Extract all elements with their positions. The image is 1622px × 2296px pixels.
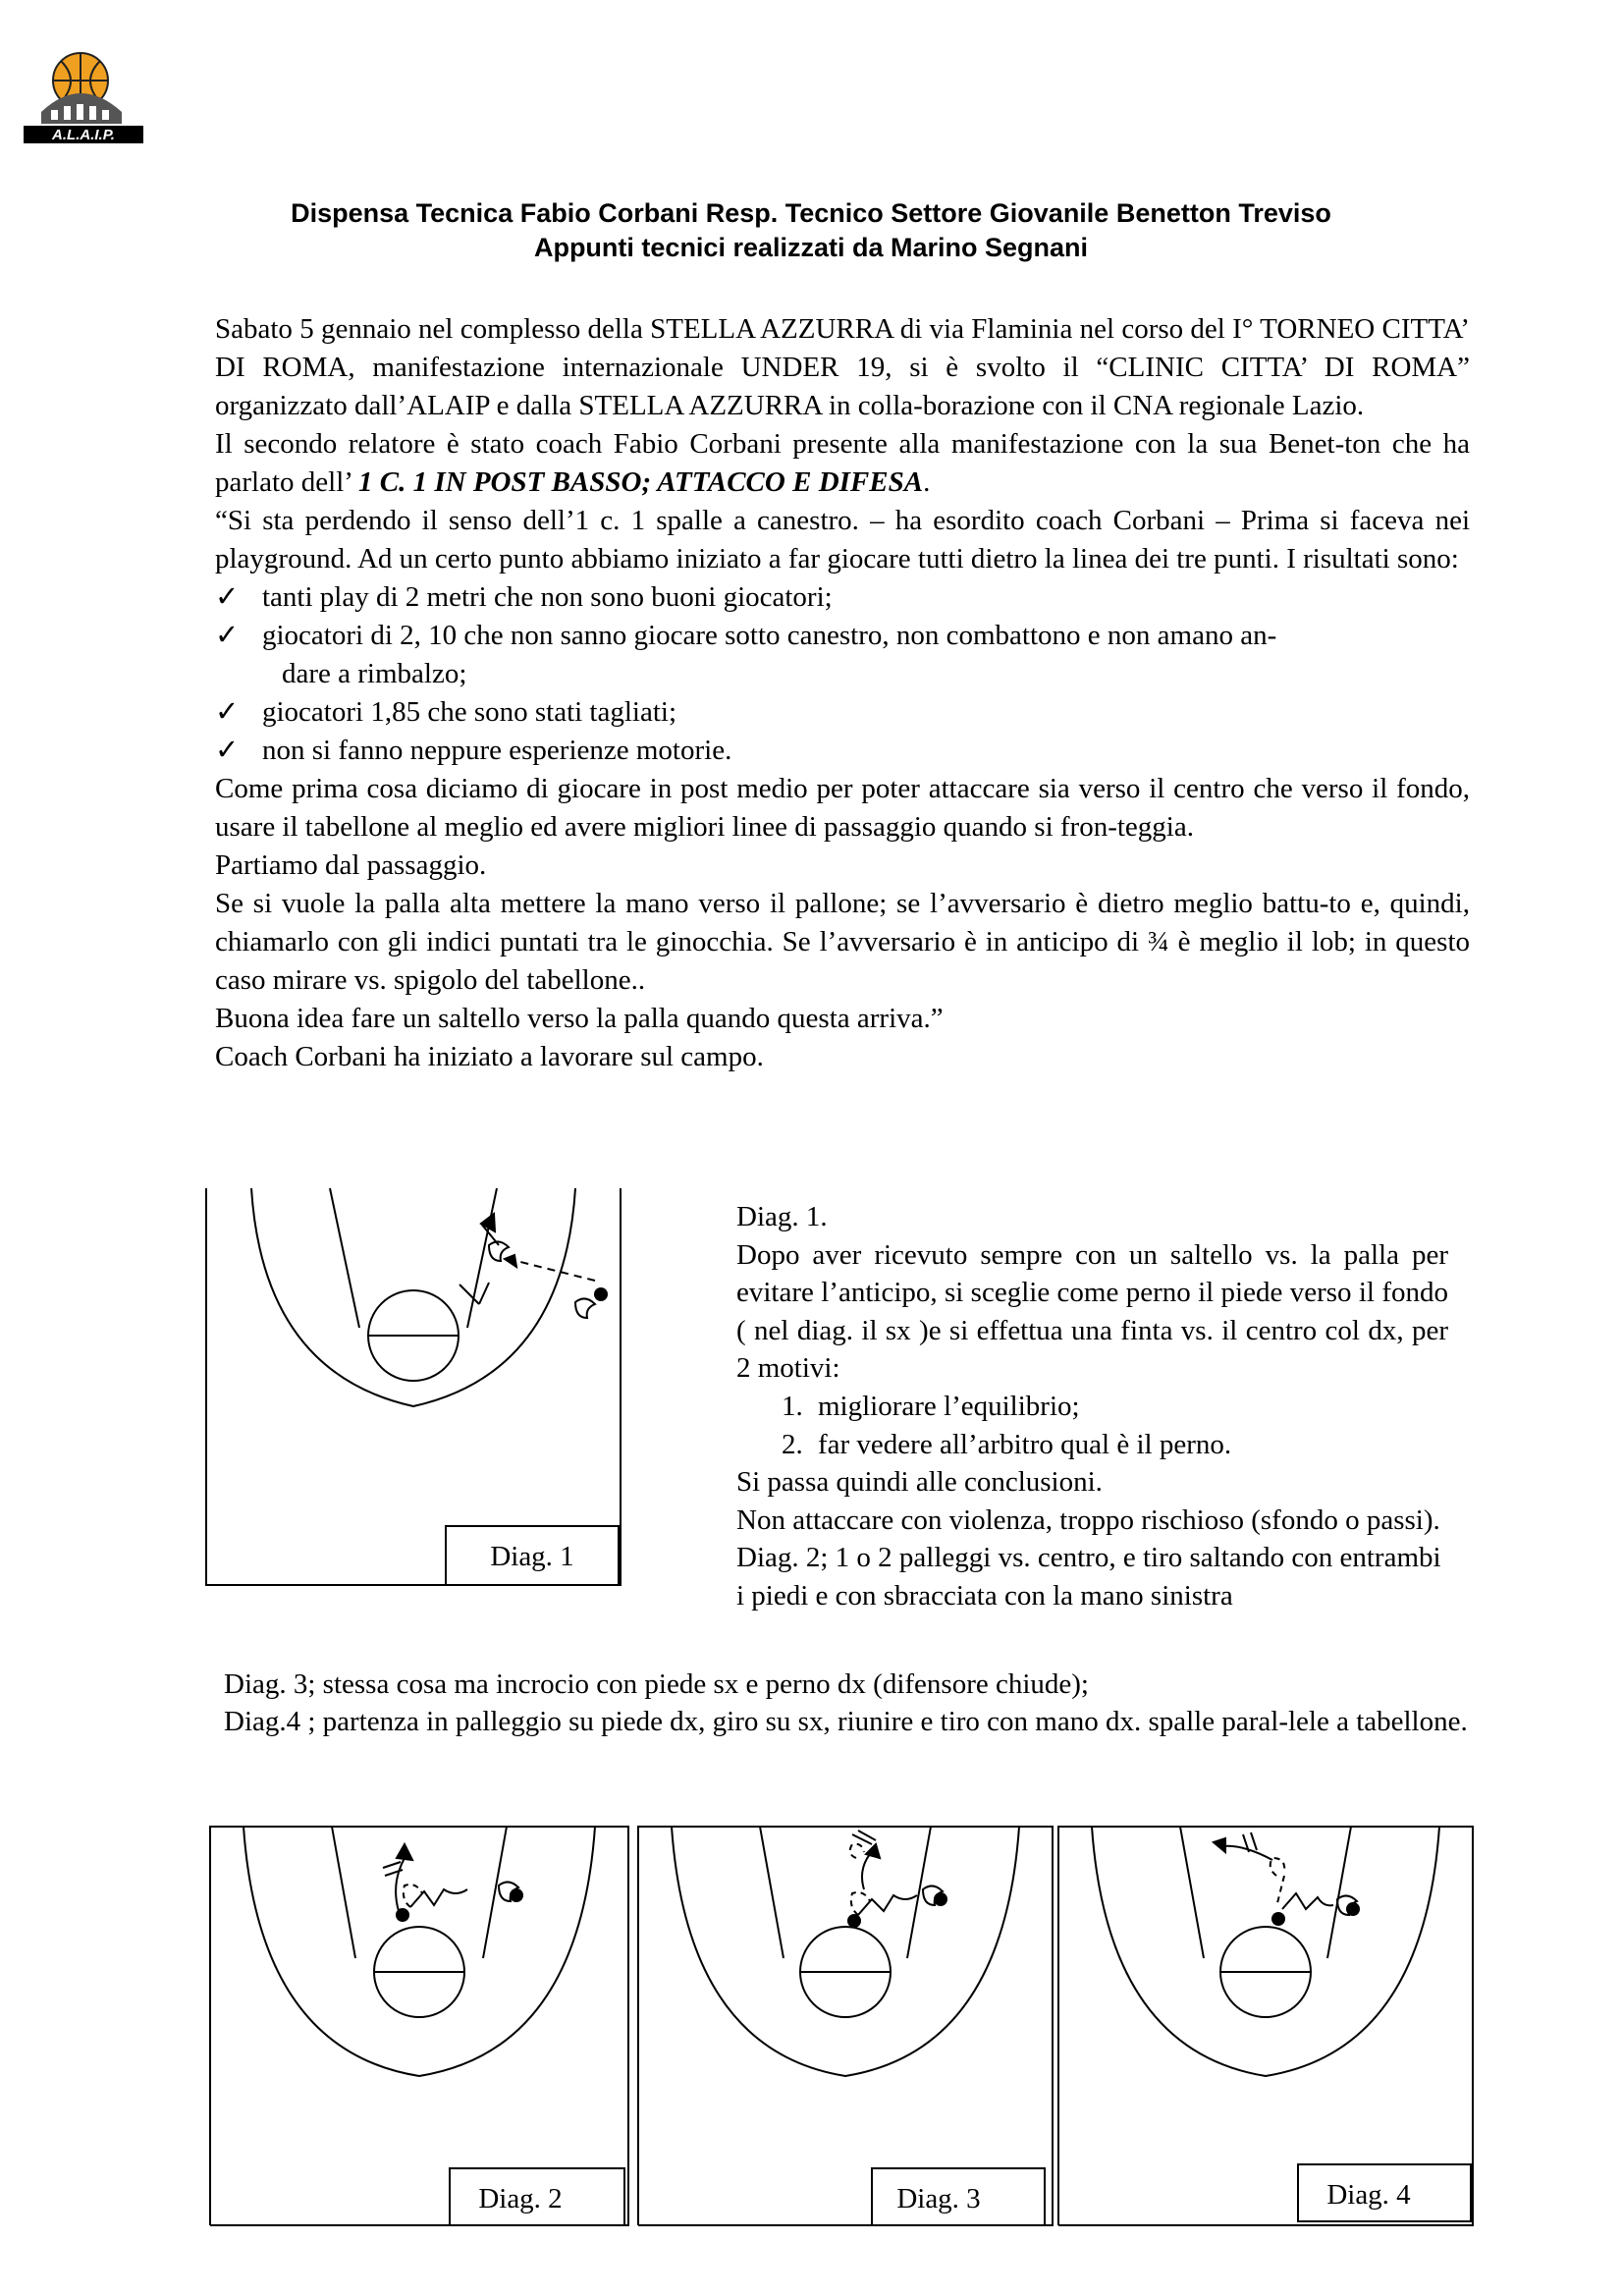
svg-text:A.L.A.I.P.: A.L.A.I.P. — [52, 127, 115, 143]
paragraph: Se si vuole la palla alta mettere la mano verso il pallone; se l’avversario è dietro meglio battu-to e, quindi, chiamarlo con gli indici puntati tra le ginocchia. Se l’avversario è in anticipo di ¾ è meglio il lob; in questo caso mirare vs. spigolo del tabellone.. — [215, 888, 1470, 996]
checkmark-icon: ✓ — [215, 581, 240, 613]
paragraph: Partiamo dal passaggio. — [215, 849, 487, 881]
list-item: 1. migliorare l’equilibrio; — [810, 1388, 1448, 1426]
body-text — [215, 310, 1470, 1076]
paragraph-intro: Sabato 5 gennaio nel complesso della STELLA AZZURRA di via Flaminia nel corso del I° TORNEO CITTA’ DI ROMA, manifestazione internazionale UNDER 19, si è svolto il “CLINIC CITTA’ DI ROMA” organizzato dall’ALAIP e dalla STELLA AZZURRA in colla-borazione con il CNA regionale Lazio. — [215, 313, 1470, 421]
checkmark-icon: ✓ — [215, 735, 240, 766]
diagram-title: Diag. 1. — [736, 1201, 828, 1232]
list-item-continuation: dare a rimbalzo; — [282, 658, 467, 689]
diagram-4 — [1056, 1825, 1475, 2227]
list-item: ✓ tanti play di 2 metri che non sono buoni giocatori; — [215, 578, 1470, 617]
paragraph: Coach Corbani ha iniziato a lavorare sul campo. — [215, 1041, 764, 1072]
paragraph: Diag. 3; stessa cosa ma incrocio con piede sx e perno dx (difensore chiude); — [224, 1668, 1089, 1700]
diagram-description — [736, 1198, 1448, 1615]
diagram-4-caption: Diag. 4 — [1326, 2179, 1411, 2211]
checkmark-icon: ✓ — [215, 696, 240, 728]
list-item: ✓ giocatori di 2, 10 che non sanno giocare sotto canestro, non combattono e non amano an- — [215, 617, 1470, 655]
diagram-1-caption: Diag. 1 — [490, 1541, 574, 1572]
list-item: ✓ giocatori 1,85 che sono stati tagliati; — [215, 693, 1470, 732]
diagram-3 — [636, 1825, 1054, 2227]
bottom-text — [224, 1666, 1469, 1740]
numbered-list — [736, 1388, 1448, 1463]
diagram-2 — [208, 1825, 630, 2227]
paragraph: Diag.4 ; partenza in palleggio su piede dx, giro su sx, riunire e tiro con mano dx. spalle paral-lele a tabellone. — [224, 1706, 1468, 1737]
paragraph-quote: “Si sta perdendo il senso dell’1 c. 1 spalle a canestro. – ha esordito coach Corbani – Prima si faceva nei playground. Ad un certo punto abbiamo iniziato a far giocare tutti dietro la linea dei tre punti. I risultati sono: — [215, 505, 1470, 574]
diagram-2-caption: Diag. 2 — [478, 2183, 563, 2214]
checkmark-icon: ✓ — [215, 620, 240, 651]
list-item: ✓ non si fanno neppure esperienze motorie. — [215, 732, 1470, 770]
paragraph: Non attaccare con violenza, troppo rischioso (sfondo o passi). — [736, 1503, 1440, 1536]
paragraph: Si passa quindi alle conclusioni. — [736, 1466, 1103, 1499]
document-title: Dispensa Tecnica Fabio Corbani Resp. Tecnico Settore Giovanile Benetton Treviso — [291, 198, 1331, 228]
colosseum-basketball-logo-icon — [20, 47, 147, 145]
paragraph: Buona idea fare un saltello verso la palla quando questa arriva.” — [215, 1003, 944, 1034]
paragraph: Dopo aver ricevuto sempre con un saltello vs. la palla per evitare l’anticipo, si sceglie come perno il piede verso il fondo ( nel diag. il sx )e si effettua una finta vs. il centro col dx, per 2 motivi: — [736, 1238, 1448, 1385]
topic-title: 1 C. 1 IN POST BASSO; ATTACCO E DIFESA — [358, 466, 924, 498]
document-subtitle: Appunti tecnici realizzati da Marino Segnani — [533, 233, 1089, 262]
diagram-3-caption: Diag. 3 — [896, 2183, 981, 2214]
paragraph: Diag. 2; 1 o 2 palleggi vs. centro, e tiro saltando con entrambi i piedi e con sbracciata con la mano sinistra — [736, 1542, 1441, 1612]
paragraph-speaker: Il secondo relatore è stato coach Fabio Corbani presente alla manifestazione con la sua Benet-ton che ha parlato dell’ 1 C. 1 IN POST BASSO; ATTACCO E DIFESA. — [215, 428, 1470, 498]
list-item: 2. far vedere all’arbitro qual è il perno. — [810, 1426, 1448, 1464]
diagram-1 — [204, 1186, 622, 1587]
alaip-logo — [20, 47, 147, 145]
paragraph: Come prima cosa diciamo di giocare in post medio per poter attaccare sia verso il centro che verso il fondo, usare il tabellone al meglio ed avere migliori linee di passaggio quando si fron-teggia. — [215, 773, 1470, 843]
